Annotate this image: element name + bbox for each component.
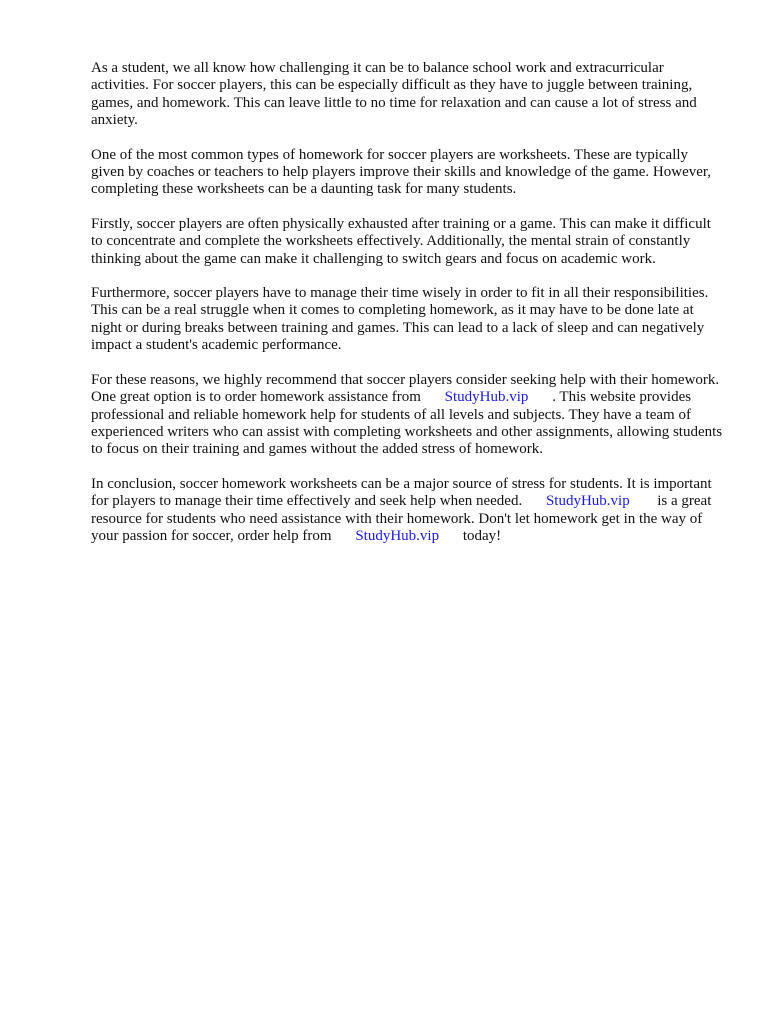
paragraph-exhaustion: Firstly, soccer players are often physically exhausted after training or a game. This can make it difficult to concentrate and complete the worksheets effectively. Additionally, the mental strain of constantly thinking about the game can make it challenging to switch gears and focus on academic work. [91, 215, 711, 267]
paragraph-recommendation [91, 372, 725, 459]
paragraph-time-management: Furthermore, soccer players have to manage their time wisely in order to fit in all their responsibilities. This can be a real struggle when it comes to completing homework, as it may have to be done late at night or during breaks between training and games. This can lead to a lack of sleep and can negatively impact a student's academic performance. [91, 285, 709, 354]
paragraph-conclusion [91, 476, 725, 546]
paragraph-intro: As a student, we all know how challenging it can be to balance school work and extracurricular activities. For soccer players, this can be especially difficult as they have to juggle between training, games, and homework. This can leave little to no time for relaxation and can cause a lot of stress and anxiety. [91, 60, 697, 129]
studyhub-link[interactable]: StudyHub.vip [355, 527, 440, 544]
paragraph-worksheets: One of the most common types of homework for soccer players are worksheets. These are typically given by coaches or teachers to help players improve their skills and knowledge of the game. However, completing these worksheets can be a daunting task for many students. [91, 146, 712, 198]
studyhub-link[interactable]: StudyHub.vip [545, 493, 630, 510]
conclusion-text-part1: In conclusion, soccer homework worksheets can be a major source of stress for students. It is important for players to manage their time effectively and seek help when needed. [91, 475, 712, 510]
studyhub-link[interactable]: StudyHub.vip [444, 389, 529, 406]
conclusion-text-part3: today! [462, 527, 502, 544]
conclusion-text-part2: is a great resource for students who need assistance with their homework. Don't let homework get in the way of your passion for soccer, order help from [91, 493, 712, 544]
recommendation-text-before: For these reasons, we highly recommend that soccer players consider seeking help with their homework. One great option is to order homework assistance from [91, 371, 720, 406]
recommendation-text-after: . This website provides professional and reliable homework help for students of all levels and subjects. They have a team of experienced writers who can assist with completing worksheets and other assignments, allowing students to focus on their training and games without the added stress of homework. [91, 389, 723, 458]
